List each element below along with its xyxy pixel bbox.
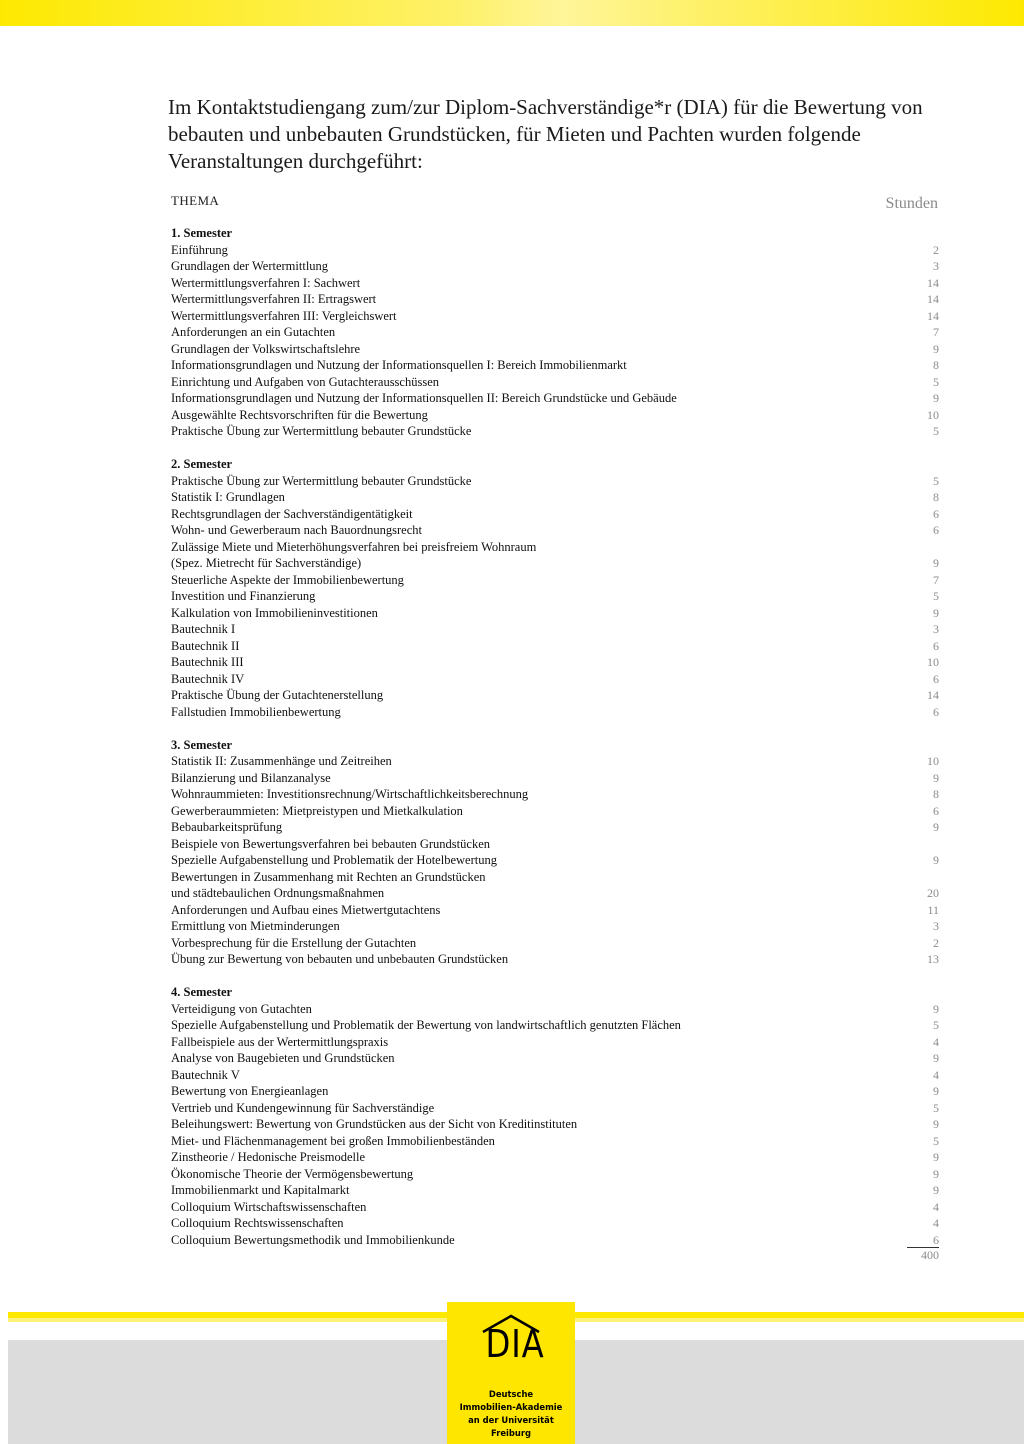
semester-section bbox=[171, 225, 939, 440]
course-hours: 11 bbox=[927, 902, 939, 917]
table-row bbox=[171, 638, 939, 655]
table-row bbox=[171, 1116, 939, 1133]
course-hours: 2 bbox=[933, 242, 939, 257]
table-row bbox=[171, 1133, 939, 1150]
course-topic: Bewertung von Energieanlagen bbox=[171, 1084, 329, 1098]
table-row bbox=[171, 918, 939, 935]
course-hours: 6 bbox=[933, 803, 939, 818]
dia-logo bbox=[447, 1302, 575, 1444]
course-topic: Bilanzierung und Bilanzanalyse bbox=[171, 770, 331, 785]
course-topic: Investition und Finanzierung bbox=[171, 589, 316, 603]
course-hours: 10 bbox=[927, 655, 939, 669]
course-topic: Vertrieb und Kundengewinnung für Sachverständige bbox=[171, 1100, 435, 1115]
course-topic: Praktische Übung zur Wertermittlung bebauter Grundstücke bbox=[171, 424, 472, 438]
semester-title: 2. Semester bbox=[171, 457, 233, 471]
course-topic: Praktische Übung der Gutachtenerstellung bbox=[171, 688, 384, 702]
logo-subtitle bbox=[447, 1388, 575, 1440]
table-row bbox=[171, 539, 939, 556]
course-hours: 6 bbox=[933, 638, 939, 653]
course-topic: Bautechnik V bbox=[171, 1067, 240, 1082]
course-hours: 9 bbox=[933, 1084, 939, 1098]
course-topic: Ökonomische Theorie der Vermögensbewertung bbox=[171, 1166, 414, 1181]
table-row bbox=[171, 588, 939, 605]
table-row bbox=[171, 242, 939, 259]
course-topic: Bautechnik III bbox=[171, 655, 244, 669]
table-row bbox=[171, 1050, 939, 1067]
course-hours: 3 bbox=[933, 622, 939, 636]
table-row bbox=[171, 605, 939, 622]
course-topic: Wertermittlungsverfahren II: Ertragswert bbox=[171, 292, 377, 306]
course-topic: Miet- und Flächenmanagement bei großen Immobilienbeständen bbox=[171, 1133, 495, 1148]
table-row bbox=[171, 275, 939, 292]
semester-title: 1. Semester bbox=[171, 226, 233, 240]
table-row bbox=[171, 1215, 939, 1232]
course-hours: 9 bbox=[933, 1001, 939, 1016]
table-row bbox=[171, 308, 939, 325]
table-row bbox=[171, 704, 939, 721]
table-row bbox=[171, 1067, 939, 1084]
course-topic: Wertermittlungsverfahren III: Vergleichswert bbox=[171, 308, 397, 323]
table-row bbox=[171, 671, 939, 688]
course-hours: 9 bbox=[933, 820, 939, 834]
course-topic: Colloquium Bewertungsmethodik und Immobilienkunde bbox=[171, 1232, 455, 1247]
table-row bbox=[171, 390, 939, 407]
table-row bbox=[171, 621, 939, 638]
table-row bbox=[171, 885, 939, 902]
course-topic: Verteidigung von Gutachten bbox=[171, 1001, 312, 1016]
course-topic: Spezielle Aufgabenstellung und Problematik der Bewertung von landwirtschaftlich genutzten Flächen bbox=[171, 1018, 681, 1032]
course-hours: 14 bbox=[927, 308, 939, 323]
course-hours: 8 bbox=[933, 490, 939, 504]
course-hours: 3 bbox=[933, 919, 939, 933]
course-hours: 6 bbox=[933, 1232, 939, 1247]
table-row bbox=[171, 1083, 939, 1100]
course-topic: Bebaubarkeitsprüfung bbox=[171, 820, 283, 834]
course-hours: 4 bbox=[933, 1034, 939, 1049]
course-hours: 9 bbox=[933, 853, 939, 867]
table-row bbox=[171, 819, 939, 836]
course-topic: Beleihungswert: Bewertung von Grundstücken aus der Sicht von Kreditinstituten bbox=[171, 1117, 578, 1131]
course-topic: Wertermittlungsverfahren I: Sachwert bbox=[171, 275, 361, 290]
table-row bbox=[171, 555, 939, 572]
course-topic: Bautechnik II bbox=[171, 638, 240, 653]
table-row bbox=[171, 1149, 939, 1166]
course-hours: 7 bbox=[933, 325, 939, 339]
course-hours: 4 bbox=[933, 1216, 939, 1230]
table-row bbox=[171, 341, 939, 358]
table-row bbox=[171, 258, 939, 275]
course-topic: Praktische Übung zur Wertermittlung bebauter Grundstücke bbox=[171, 473, 472, 488]
hours-column-header: Stunden bbox=[885, 195, 938, 212]
course-topic: Bewertungen in Zusammenhang mit Rechten an Grundstücken bbox=[171, 869, 486, 884]
course-hours: 9 bbox=[933, 1166, 939, 1181]
course-hours: 6 bbox=[933, 523, 939, 537]
course-hours: 2 bbox=[933, 935, 939, 950]
table-row bbox=[171, 852, 939, 869]
course-topic: Colloquium Rechtswissenschaften bbox=[171, 1216, 344, 1230]
table-row bbox=[171, 489, 939, 506]
course-topic: Statistik II: Zusammenhänge und Zeitreihen bbox=[171, 754, 392, 768]
course-topic: Statistik I: Grundlagen bbox=[171, 490, 285, 504]
table-row bbox=[171, 687, 939, 704]
semester-title: 4. Semester bbox=[171, 985, 233, 999]
semester-title: 3. Semester bbox=[171, 737, 233, 752]
top-accent-bar bbox=[0, 0, 1024, 26]
course-hours: 5 bbox=[933, 1018, 939, 1032]
logo-line-1: Deutsche bbox=[488, 1389, 534, 1399]
course-topic: Rechtsgrundlagen der Sachverständigentätigkeit bbox=[171, 506, 413, 521]
table-row bbox=[171, 902, 939, 919]
table-row bbox=[171, 654, 939, 671]
table-row bbox=[171, 473, 939, 490]
course-hours: 10 bbox=[927, 754, 939, 768]
logo-line-3: an der Universität Freiburg bbox=[468, 1415, 554, 1438]
course-hours: 8 bbox=[933, 358, 939, 372]
course-topic: Steuerliche Aspekte der Immobilienbewertung bbox=[171, 572, 404, 587]
course-hours: 14 bbox=[927, 292, 939, 306]
table-row bbox=[171, 1100, 939, 1117]
course-topic: Zulässige Miete und Mieterhöhungsverfahren bei preisfreiem Wohnraum bbox=[171, 539, 537, 554]
course-topic: Zinstheorie / Hedonische Preismodelle bbox=[171, 1150, 366, 1164]
course-hours: 20 bbox=[927, 886, 939, 900]
table-row bbox=[171, 1001, 939, 1018]
table-row bbox=[171, 803, 939, 820]
course-hours: 4 bbox=[933, 1199, 939, 1214]
course-topic: Bautechnik I bbox=[171, 622, 236, 636]
course-hours: 7 bbox=[933, 572, 939, 587]
table-row bbox=[171, 423, 939, 440]
table-row bbox=[171, 522, 939, 539]
course-topic: Grundlagen der Volkswirtschaftslehre bbox=[171, 341, 361, 356]
course-hours: 9 bbox=[933, 1150, 939, 1164]
course-topic: und städtebaulichen Ordnungsmaßnahmen bbox=[171, 886, 385, 900]
course-hours: 5 bbox=[933, 473, 939, 488]
semester-section bbox=[171, 456, 939, 720]
course-hours: 6 bbox=[933, 671, 939, 686]
table-row bbox=[171, 1017, 939, 1034]
table-row bbox=[171, 1034, 939, 1051]
course-topic: Immobilienmarkt und Kapitalmarkt bbox=[171, 1183, 350, 1197]
course-topic: Grundlagen der Wertermittlung bbox=[171, 259, 329, 273]
course-topic: Spezielle Aufgabenstellung und Problematik der Hotelbewertung bbox=[171, 853, 497, 867]
course-hours: 9 bbox=[933, 556, 939, 570]
semester-section bbox=[171, 737, 939, 968]
table-row bbox=[171, 753, 939, 770]
logo-mark: DIA bbox=[485, 1322, 545, 1366]
course-topic: Anforderungen an ein Gutachten bbox=[171, 325, 336, 339]
page-title: Im Kontaktstudiengang zum/zur Diplom-Sachverständige*r (DIA) für die Bewertung von bebauten und unbebauten Grundstücken, für Mieten und Pachten wurden folgende Veranstaltungen durchgeführt: bbox=[168, 95, 923, 173]
table-row bbox=[171, 506, 939, 523]
table-row bbox=[171, 572, 939, 589]
course-topic: Anforderungen und Aufbau eines Mietwertgutachtens bbox=[171, 902, 441, 917]
course-hours: 13 bbox=[927, 952, 939, 966]
course-hours: 9 bbox=[933, 770, 939, 785]
table-row bbox=[171, 1232, 939, 1249]
course-hours: 4 bbox=[933, 1067, 939, 1082]
table-row bbox=[171, 935, 939, 952]
course-hours: 10 bbox=[927, 407, 939, 422]
course-topic: Fallbeispiele aus der Wertermittlungspraxis bbox=[171, 1034, 389, 1049]
course-topic: Informationsgrundlagen und Nutzung der Informationsquellen I: Bereich Immobilienmarkt bbox=[171, 358, 627, 372]
table-row bbox=[171, 869, 939, 886]
table-row bbox=[171, 324, 939, 341]
table-row bbox=[171, 1199, 939, 1216]
course-hours: 14 bbox=[927, 275, 939, 290]
course-hours: 9 bbox=[933, 391, 939, 405]
course-topic: Kalkulation von Immobilieninvestitionen bbox=[171, 605, 378, 620]
course-table bbox=[171, 225, 939, 1265]
course-topic: Wohnraummieten: Investitionsrechnung/Wirtschaftlichkeitsberechnung bbox=[171, 787, 529, 801]
total-hours: 400 bbox=[921, 1248, 939, 1262]
course-hours: 14 bbox=[927, 688, 939, 702]
table-row bbox=[171, 374, 939, 391]
table-row bbox=[171, 951, 939, 968]
table-row bbox=[171, 291, 939, 308]
course-topic: Analyse von Baugebieten und Grundstücken bbox=[171, 1051, 395, 1065]
table-row bbox=[171, 407, 939, 424]
course-topic: Beispiele von Bewertungsverfahren bei bebauten Grundstücken bbox=[171, 836, 490, 851]
course-hours: 5 bbox=[933, 589, 939, 603]
table-row bbox=[171, 770, 939, 787]
course-topic: Gewerberaummieten: Mietpreistypen und Mietkalkulation bbox=[171, 803, 463, 818]
course-topic: Ausgewählte Rechtsvorschriften für die Bewertung bbox=[171, 407, 428, 422]
table-row bbox=[171, 836, 939, 853]
course-topic: Ermittlung von Mietminderungen bbox=[171, 919, 340, 933]
course-topic: Colloquium Wirtschaftswissenschaften bbox=[171, 1199, 367, 1214]
course-topic: Einrichtung und Aufgaben von Gutachterausschüssen bbox=[171, 374, 439, 389]
topic-column-header: THEMA bbox=[171, 193, 220, 208]
course-hours: 6 bbox=[933, 506, 939, 521]
table-row bbox=[171, 786, 939, 803]
course-hours: 9 bbox=[933, 1051, 939, 1065]
table-row bbox=[171, 357, 939, 374]
table-row bbox=[171, 1166, 939, 1183]
course-hours: 3 bbox=[933, 259, 939, 273]
logo-line-2: Immobilien-Akademie bbox=[459, 1402, 563, 1412]
course-hours: 6 bbox=[933, 704, 939, 719]
course-hours: 5 bbox=[933, 374, 939, 389]
course-topic: (Spez. Mietrecht für Sachverständige) bbox=[171, 556, 362, 570]
course-topic: Vorbesprechung für die Erstellung der Gutachten bbox=[171, 935, 417, 950]
course-hours: 9 bbox=[933, 1117, 939, 1131]
course-topic: Übung zur Bewertung von bebauten und unbebauten Grundstücken bbox=[171, 952, 509, 966]
course-topic: Einführung bbox=[171, 242, 228, 257]
course-hours: 9 bbox=[933, 341, 939, 356]
semester-section bbox=[171, 984, 939, 1248]
course-hours: 5 bbox=[933, 424, 939, 438]
course-topic: Bautechnik IV bbox=[171, 671, 245, 686]
course-topic: Fallstudien Immobilienbewertung bbox=[171, 704, 341, 719]
course-hours: 9 bbox=[933, 605, 939, 620]
course-hours: 5 bbox=[933, 1133, 939, 1148]
course-hours: 9 bbox=[933, 1183, 939, 1197]
course-hours: 5 bbox=[933, 1100, 939, 1115]
course-topic: Wohn- und Gewerberaum nach Bauordnungsrecht bbox=[171, 523, 422, 537]
course-topic: Informationsgrundlagen und Nutzung der Informationsquellen II: Bereich Grundstücke und Gebäude bbox=[171, 391, 677, 405]
table-row bbox=[171, 1182, 939, 1199]
course-hours: 8 bbox=[933, 787, 939, 801]
